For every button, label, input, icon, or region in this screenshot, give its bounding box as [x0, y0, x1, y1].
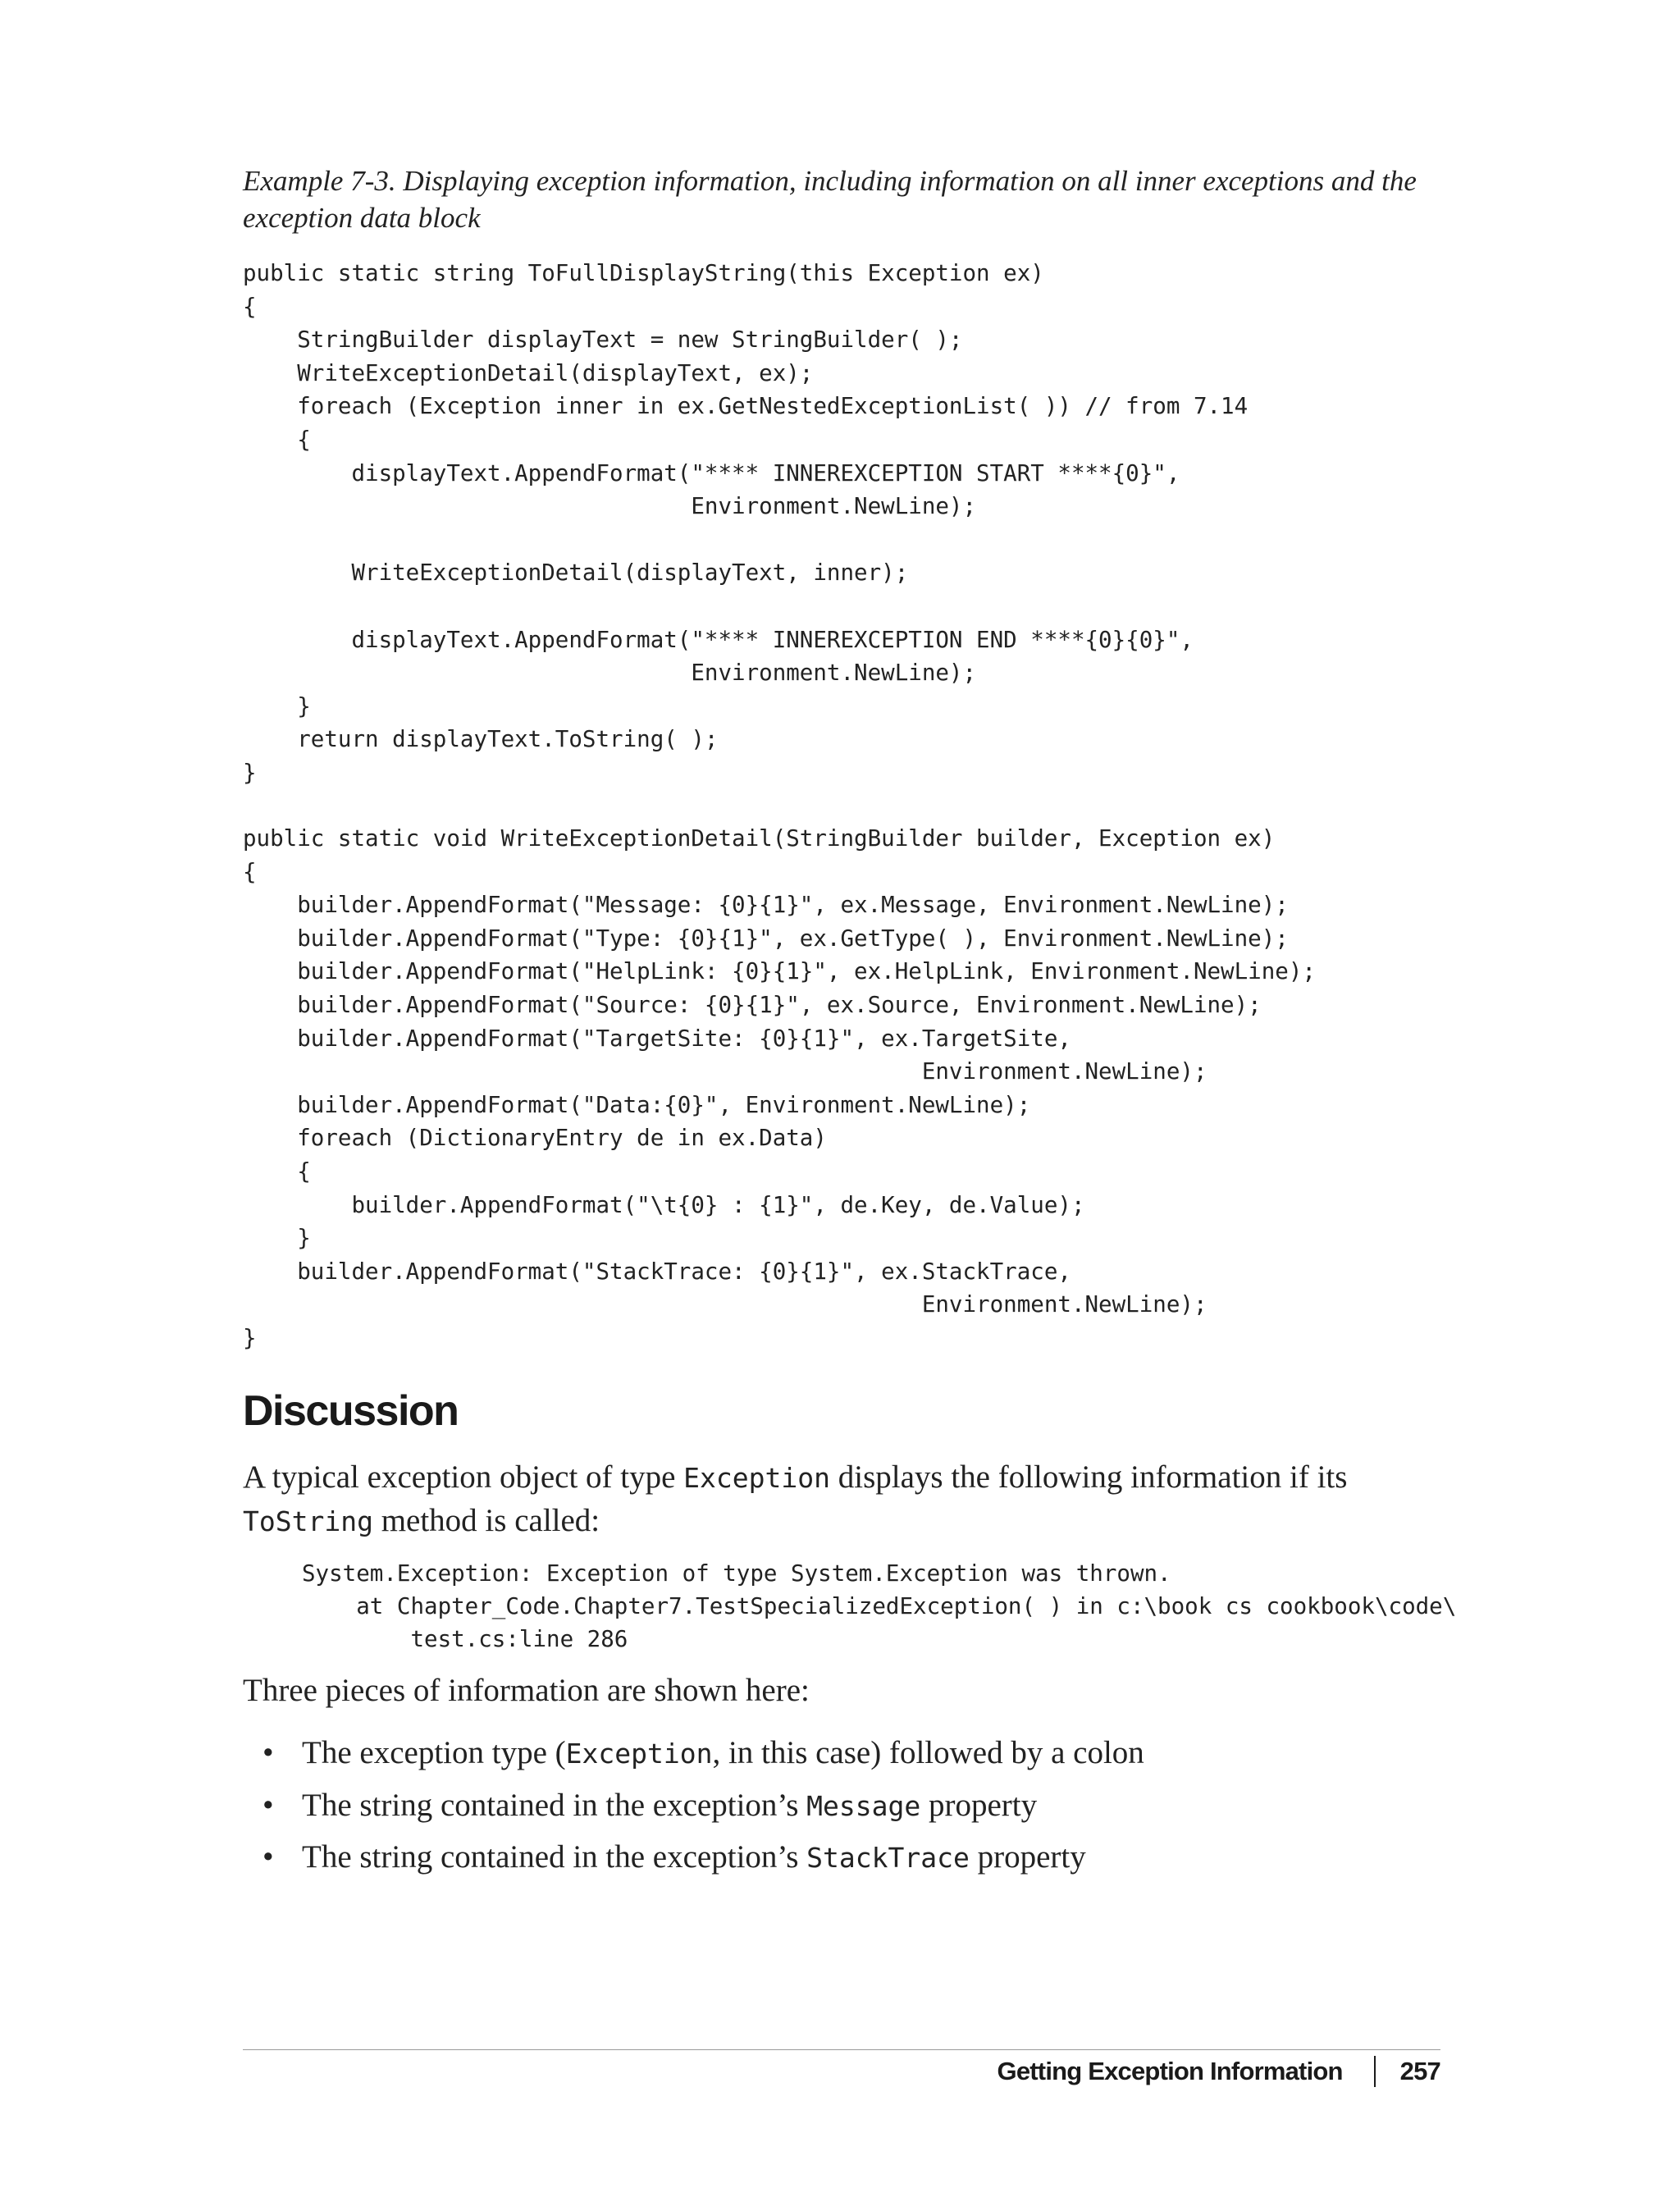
- list-item: [262, 1832, 1144, 1884]
- list-item: [262, 1728, 1144, 1780]
- page-number: 257: [1399, 2057, 1440, 2085]
- bullet-list: [262, 1728, 1144, 1884]
- list-item-text-after: property: [969, 1839, 1086, 1875]
- page-footer: [998, 2051, 1440, 2092]
- list-item-text-after: , in this case) followed by a colon: [712, 1735, 1144, 1770]
- code-sample-output: System.Exception: Exception of type System.Exception was thrown. at Chapter_Code.Chapter7.TestSpecializedException( ) in c:\book cs cookbook\code\ test.cs:line 286: [302, 1560, 1457, 1652]
- list-item: [262, 1780, 1144, 1833]
- pieces-paragraph: Three pieces of information are shown here:: [243, 1673, 810, 1708]
- example-caption: Example 7-3. Displaying exception information, including information on all inner exceptions and the exception data block: [243, 165, 1417, 234]
- footer-separator: [1374, 2056, 1376, 2087]
- code-listing-to-full-display-string: public static string ToFullDisplayString(this Exception ex) { StringBuilder displayText = new StringBuilder( ); WriteExceptionDetail(displayText, ex); foreach (Exception inner in ex.GetNestedExceptionList( )) // from 7.14 { displayText.AppendFormat("**** INNEREXCEPTION START ****{0}", Environment.NewLine); WriteExceptionDetail(displayText, inner); displayText.AppendFormat("**** INNEREXCEPTION END ****{0}{0}", Environment.NewLine); } return displayText.ToString( ); }: [243, 260, 1249, 786]
- running-footer-title: Getting Exception Information: [997, 2057, 1343, 2085]
- list-item-text-after: property: [920, 1787, 1038, 1823]
- footer-divider: [243, 2049, 1440, 2050]
- bullet-icon: •: [262, 1735, 274, 1770]
- code-listing-write-exception-detail: public static void WriteExceptionDetail(StringBuilder builder, Exception ex) { builder.AppendFormat("Message: {0}{1}", ex.Message, Environment.NewLine); builder.AppendFormat("Type: {0}{1}", ex.GetType( ), Environment.NewLine); builder.AppendFormat("HelpLink: {0}{1}", ex.HelpLink, Environment.NewLine); builder.AppendFormat("Source: {0}{1}", ex.Source, Environment.NewLine); builder.AppendFormat("TargetSite: {0}{1}", ex.TargetSite, Environment.NewLine); builder.AppendFormat("Data:{0}", Environment.NewLine); foreach (DictionaryEntry de in ex.Data) { builder.AppendFormat("\t{0} : {1}", de.Key, de.Value); } builder.AppendFormat("StackTrace: {0}{1}", ex.StackTrace, Environment.NewLine); }: [243, 825, 1316, 1351]
- inline-code: Exception: [565, 1738, 713, 1770]
- intro-paragraph: [243, 1456, 1449, 1543]
- list-item-text-before: The string contained in the exception’s: [302, 1839, 807, 1875]
- list-item-text-before: The string contained in the exception’s: [302, 1787, 807, 1823]
- intro-text-1: A typical exception object of type: [243, 1459, 684, 1495]
- section-heading: Discussion: [243, 1387, 459, 1435]
- list-item-text-before: The exception type (: [302, 1735, 566, 1770]
- intro-text-2: displays the following information if its: [829, 1459, 1348, 1495]
- inline-code: Message: [806, 1789, 921, 1822]
- intro-text-3: method is called:: [372, 1503, 600, 1538]
- bullet-icon: •: [262, 1787, 274, 1823]
- inline-code-tostring: ToString: [243, 1505, 373, 1537]
- bullet-icon: •: [262, 1839, 274, 1875]
- inline-code: StackTrace: [806, 1842, 970, 1874]
- inline-code-exception: Exception: [683, 1462, 830, 1494]
